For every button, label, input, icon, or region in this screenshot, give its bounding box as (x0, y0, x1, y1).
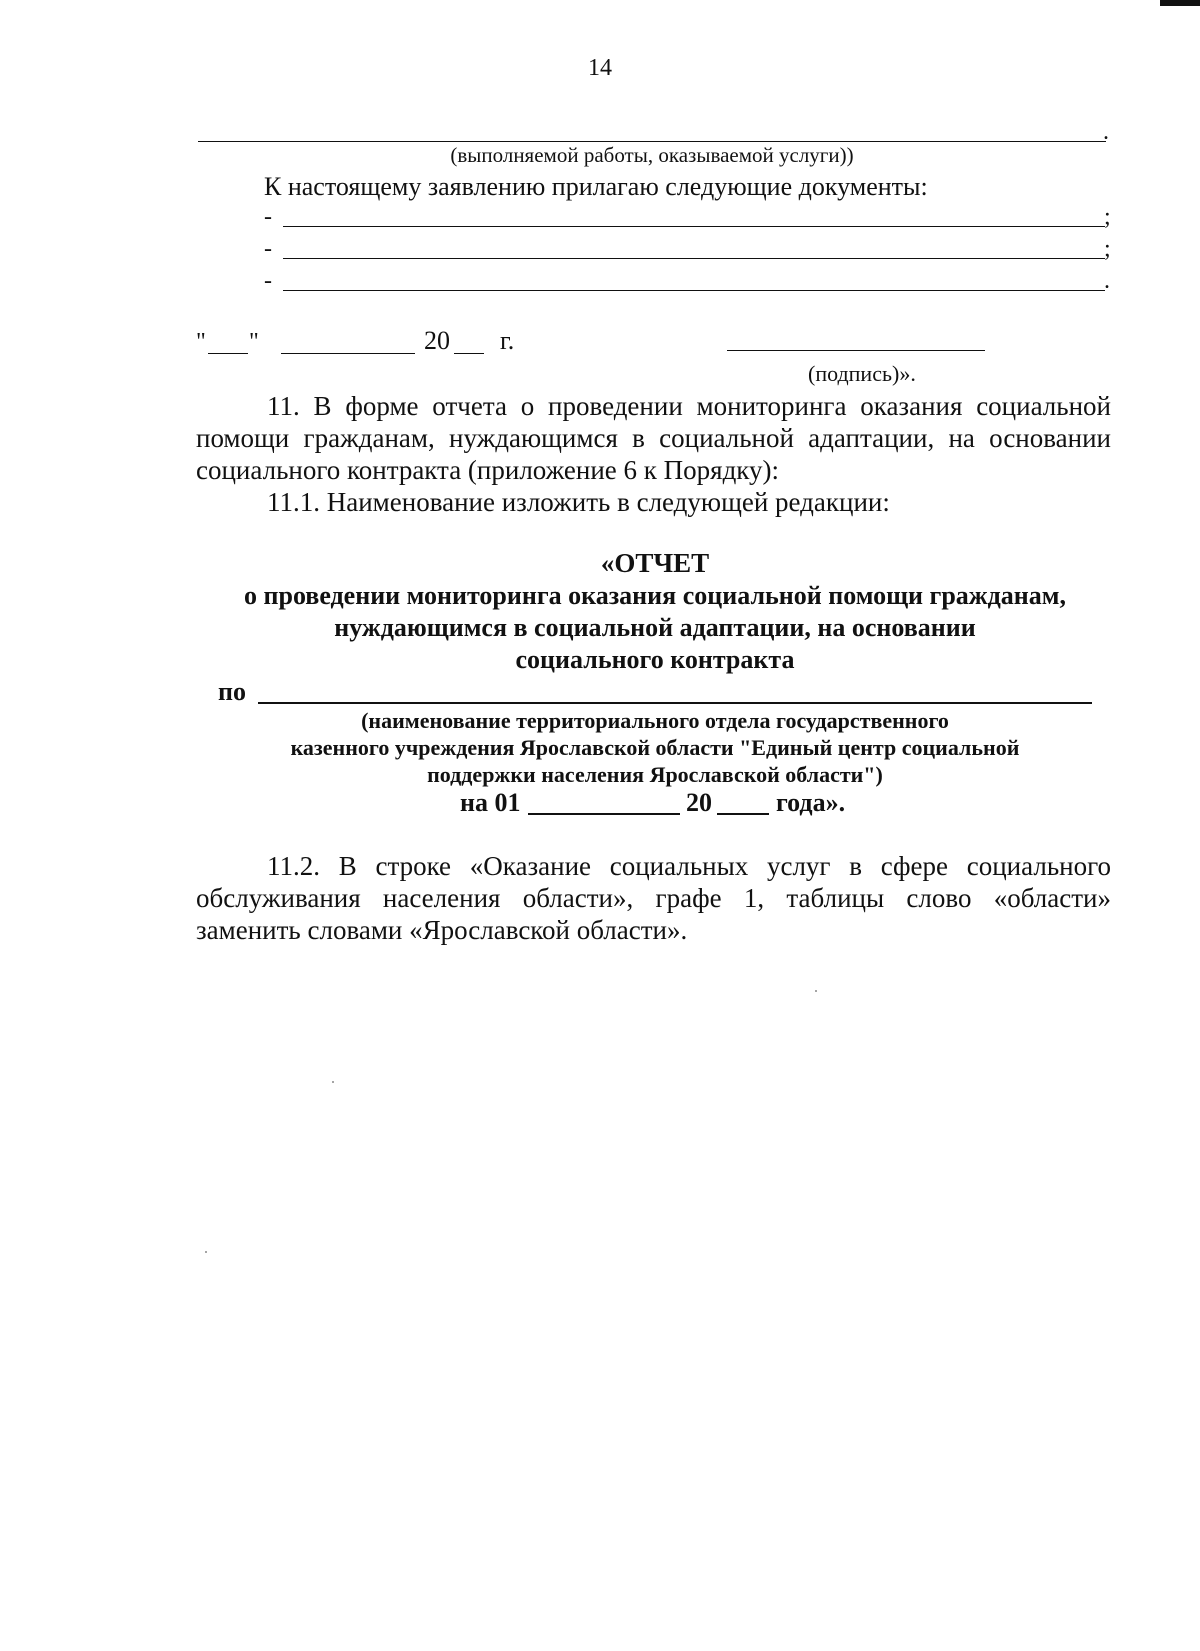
attachment-blank (283, 226, 1105, 227)
report-date-prefix: на 01 (460, 788, 521, 817)
report-po-label: по (218, 677, 246, 706)
attachment-dash: - (264, 236, 272, 262)
report-subtitle-line: о проведении мониторинга оказания социальной помощи гражданам, (244, 581, 1066, 610)
date-month-blank (281, 353, 415, 354)
report-caption-line: казенного учреждения Ярославской области "Единый центр социальной (290, 735, 1020, 760)
paragraph-line: 11. В форме отчета о проведении мониторинга оказания социальной (267, 391, 1111, 421)
date-quote-open: " (196, 329, 206, 355)
report-subtitle-line: социального контракта (515, 645, 795, 674)
report-caption-line: (наименование территориального отдела государственного (361, 708, 949, 733)
attachment-blank (283, 290, 1105, 291)
scan-edge-mark (1160, 0, 1200, 6)
scan-speck (332, 1081, 334, 1083)
attachment-dash: - (264, 204, 272, 230)
paragraph-line: социального контракта (приложение 6 к Порядку): (196, 455, 780, 485)
date-year-prefix: 20 (424, 326, 450, 355)
report-caption-line: поддержки населения Ярославской области") (427, 762, 883, 787)
paragraph-line: заменить словами «Ярославской области». (196, 915, 688, 945)
paragraph-11-1: 11.1. Наименование изложить в следующей редакции: (267, 487, 890, 517)
paragraph-line: помощи гражданам, нуждающимся в социальной адаптации, на основании (196, 423, 1111, 453)
date-quote-close: " (249, 329, 259, 355)
report-date-year-blank (717, 813, 769, 815)
report-date-suffix: года». (776, 788, 846, 817)
signature-blank (727, 350, 985, 351)
attachment-dash: - (264, 268, 272, 294)
form-line-activity-end: . (1103, 119, 1109, 145)
attachment-blank (283, 258, 1105, 259)
attachment-end: ; (1104, 236, 1111, 262)
scan-speck (815, 990, 817, 992)
report-subtitle-line: нуждающимся в социальной адаптации, на основании (334, 613, 976, 642)
attachments-intro: К настоящему заявлению прилагаю следующие документы: (264, 172, 928, 201)
report-department-blank (258, 702, 1092, 704)
date-year-blank (454, 353, 484, 354)
attachment-end: ; (1104, 204, 1111, 230)
report-date-year: 20 (686, 788, 712, 817)
date-suffix: г. (500, 326, 515, 355)
report-date-month-blank (528, 813, 680, 815)
attachment-end: . (1104, 268, 1110, 294)
signature-caption: (подпись)». (808, 361, 916, 386)
paragraph-line: 11.2. В строке «Оказание социальных услуг в сфере социального (267, 851, 1111, 881)
report-title: «ОТЧЕТ (600, 548, 710, 578)
paragraph-line: обслуживания населения области», графе 1, таблицы слово «области» (196, 883, 1111, 913)
page-number: 14 (588, 55, 612, 81)
activity-caption: (выполняемой работы, оказываемой услуги)) (450, 143, 854, 167)
scan-speck (205, 1251, 207, 1253)
date-day-blank (208, 353, 248, 354)
